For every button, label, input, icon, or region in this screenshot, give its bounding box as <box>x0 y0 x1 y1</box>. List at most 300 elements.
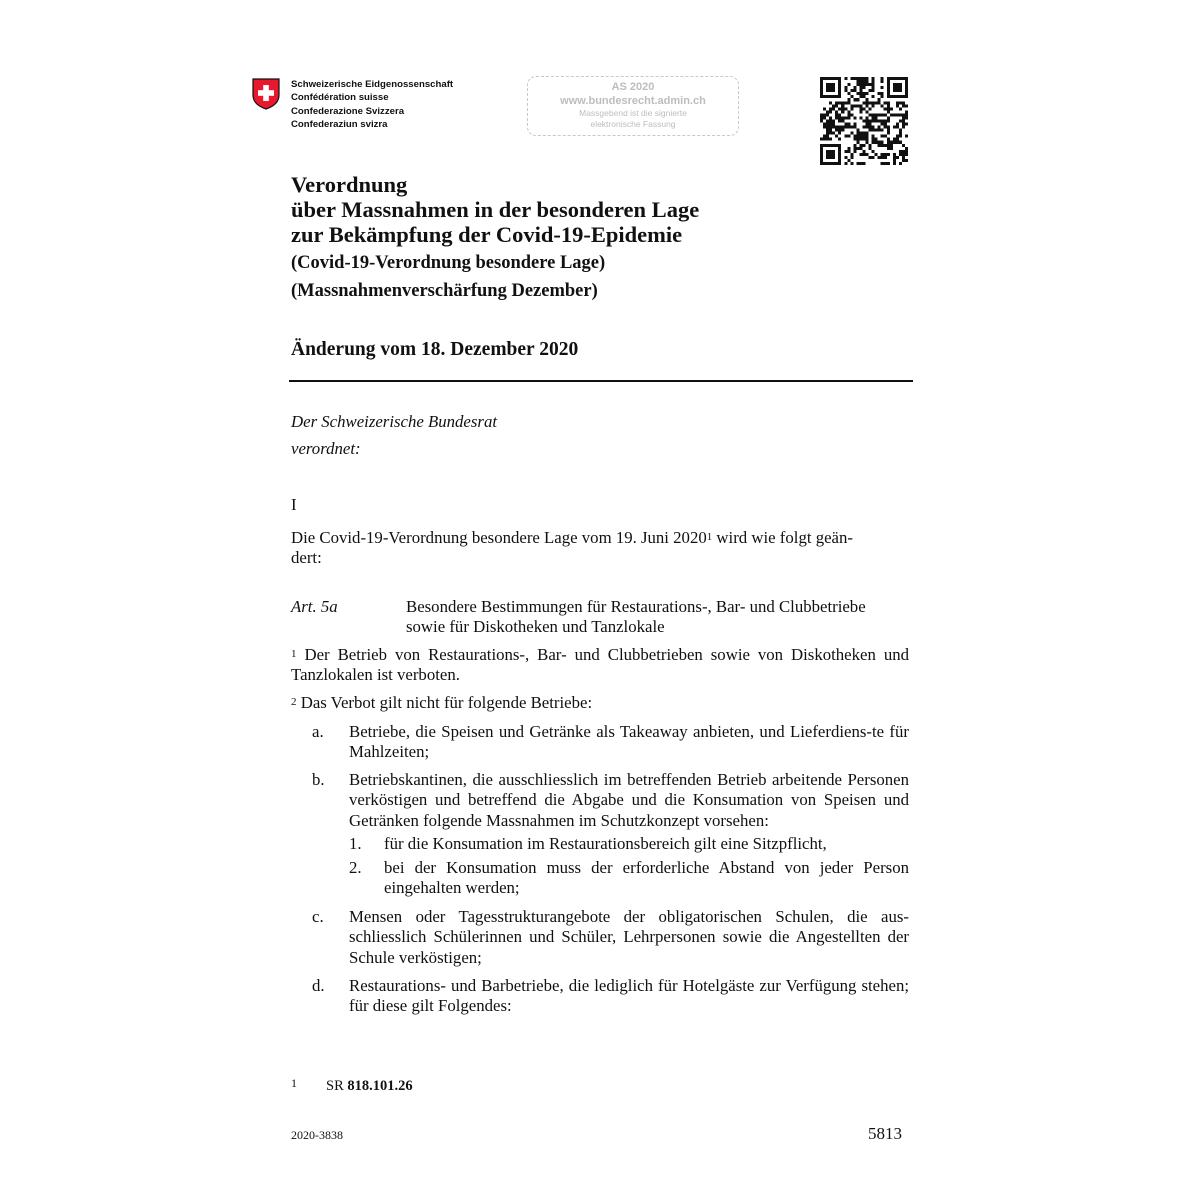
article-title-line2: sowie für Diskotheken und Tanzlokale <box>406 617 665 637</box>
qr-module <box>899 83 902 86</box>
qr-module <box>859 138 862 141</box>
qr-module <box>847 113 850 116</box>
qr-module <box>853 77 856 80</box>
qr-module <box>832 162 835 165</box>
qr-module <box>820 89 823 92</box>
qr-module <box>826 89 829 92</box>
qr-module <box>847 98 850 101</box>
qr-module <box>878 144 881 147</box>
qr-module <box>887 83 890 86</box>
qr-module <box>884 153 887 156</box>
qr-module <box>859 135 862 138</box>
qr-module <box>838 113 841 116</box>
qr-module <box>869 123 872 126</box>
qr-module <box>859 107 862 110</box>
qr-module <box>856 80 859 83</box>
qr-module <box>866 98 869 101</box>
qr-module <box>823 107 826 110</box>
qr-module <box>896 89 899 92</box>
qr-module <box>841 129 844 132</box>
qr-module <box>872 104 875 107</box>
qr-module <box>872 129 875 132</box>
qr-module <box>869 101 872 104</box>
qr-module <box>856 132 859 135</box>
qr-module <box>866 132 869 135</box>
qr-module <box>841 126 844 129</box>
qr-module <box>847 123 850 126</box>
qr-module <box>872 89 875 92</box>
qr-module <box>881 156 884 159</box>
qr-module <box>902 144 905 147</box>
qr-module <box>899 77 902 80</box>
qr-module <box>887 162 890 165</box>
qr-module <box>826 119 829 122</box>
qr-module <box>847 150 850 153</box>
qr-module <box>862 77 865 80</box>
qr-module <box>887 92 890 95</box>
qr-module <box>878 101 881 104</box>
qr-module <box>856 138 859 141</box>
qr-module <box>905 123 908 126</box>
qr-module <box>838 77 841 80</box>
official-publication-stamp <box>527 76 739 136</box>
qr-module <box>829 95 832 98</box>
qr-module <box>862 86 865 89</box>
footnote-prefix: SR <box>326 1078 348 1094</box>
qr-module <box>844 89 847 92</box>
confederation-name-it: Confederazione Svizzera <box>291 105 405 117</box>
qr-module <box>896 77 899 80</box>
qr-module <box>875 153 878 156</box>
qr-module <box>884 144 887 147</box>
qr-module <box>820 113 823 116</box>
qr-module <box>905 86 908 89</box>
qr-module <box>862 153 865 156</box>
qr-module <box>902 116 905 119</box>
qr-module <box>823 77 826 80</box>
qr-module <box>838 147 841 150</box>
title-line-1: Verordnung <box>291 172 408 197</box>
qr-module <box>896 123 899 126</box>
qr-module <box>826 132 829 135</box>
qr-module <box>881 141 884 144</box>
qr-module <box>866 110 869 113</box>
qr-module <box>859 153 862 156</box>
qr-module <box>884 113 887 116</box>
qr-module <box>887 141 890 144</box>
qr-module <box>826 110 829 113</box>
qr-module <box>896 83 899 86</box>
qr-module <box>829 162 832 165</box>
qr-module <box>881 135 884 138</box>
qr-module <box>823 138 826 141</box>
paragraph-1 <box>291 645 909 686</box>
qr-module <box>847 159 850 162</box>
qr-module <box>862 126 865 129</box>
article-label: Art. 5a <box>291 597 338 616</box>
qr-module <box>835 95 838 98</box>
qr-module <box>829 138 832 141</box>
qr-module <box>881 80 884 83</box>
qr-module <box>887 77 890 80</box>
qr-module <box>829 156 832 159</box>
qr-module <box>832 123 835 126</box>
qr-module <box>832 104 835 107</box>
qr-module <box>887 119 890 122</box>
qr-module <box>826 126 829 129</box>
qr-module <box>866 135 869 138</box>
section-number: I <box>291 495 297 514</box>
qr-module <box>820 116 823 119</box>
list-item-letter: d. <box>312 976 325 995</box>
qr-module <box>902 159 905 162</box>
qr-module <box>862 119 865 122</box>
qr-module <box>838 159 841 162</box>
qr-module <box>872 126 875 129</box>
qr-module <box>899 113 902 116</box>
intro-text-end: wird wie folgt geän- <box>712 528 853 547</box>
qr-module <box>862 138 865 141</box>
qr-module <box>856 77 859 80</box>
qr-module <box>823 126 826 129</box>
qr-module <box>832 86 835 89</box>
qr-module <box>866 101 869 104</box>
qr-module <box>893 162 896 165</box>
sub-list-item-number: 2. <box>349 858 362 877</box>
qr-module <box>820 80 823 83</box>
qr-module <box>893 77 896 80</box>
qr-module <box>838 138 841 141</box>
qr-module <box>902 119 905 122</box>
qr-module <box>862 162 865 165</box>
qr-module <box>881 153 884 156</box>
qr-module <box>866 123 869 126</box>
qr-module <box>893 156 896 159</box>
qr-module <box>832 77 835 80</box>
qr-module <box>823 144 826 147</box>
qr-module <box>856 147 859 150</box>
qr-module <box>881 104 884 107</box>
qr-module <box>838 92 841 95</box>
qr-module <box>881 113 884 116</box>
qr-module <box>847 83 850 86</box>
qr-module <box>835 104 838 107</box>
qr-module <box>823 162 826 165</box>
qr-module <box>884 107 887 110</box>
qr-module <box>878 119 881 122</box>
qr-module <box>884 126 887 129</box>
qr-module <box>823 135 826 138</box>
qr-module <box>866 83 869 86</box>
qr-module <box>832 150 835 153</box>
qr-module <box>829 150 832 153</box>
footnote-sr-reference[interactable]: 818.101.26 <box>347 1078 413 1094</box>
qr-module <box>902 104 905 107</box>
qr-module <box>866 126 869 129</box>
qr-module <box>850 107 853 110</box>
qr-module <box>872 86 875 89</box>
qr-module <box>862 95 865 98</box>
qr-module <box>823 95 826 98</box>
qr-module <box>862 132 865 135</box>
qr-module <box>853 147 856 150</box>
qr-module <box>896 138 899 141</box>
qr-module <box>829 119 832 122</box>
qr-module <box>853 135 856 138</box>
qr-module <box>893 153 896 156</box>
qr-module <box>869 107 872 110</box>
qr-module <box>869 129 872 132</box>
qr-module <box>866 138 869 141</box>
qr-module <box>841 110 844 113</box>
qr-module <box>853 98 856 101</box>
qr-module <box>905 116 908 119</box>
qr-module <box>881 123 884 126</box>
qr-module <box>829 110 832 113</box>
qr-module <box>829 77 832 80</box>
document-number: 2020-3838 <box>291 1128 343 1142</box>
qr-module <box>826 95 829 98</box>
qr-module <box>890 141 893 144</box>
qr-module <box>835 135 838 138</box>
qr-module <box>872 141 875 144</box>
qr-module <box>862 144 865 147</box>
footnote-text <box>326 1078 413 1095</box>
qr-module <box>866 141 869 144</box>
qr-module <box>856 162 859 165</box>
qr-module <box>896 113 899 116</box>
qr-module <box>832 132 835 135</box>
qr-module <box>859 144 862 147</box>
list-item-letter: c. <box>312 907 324 926</box>
qr-module <box>832 119 835 122</box>
title-subtitle: (Massnahmenverschärfung Dezember) <box>291 281 598 301</box>
qr-module <box>887 144 890 147</box>
qr-module <box>853 144 856 147</box>
list-item-text: Betriebe, die Speisen und Getränke als Takeaway anbieten, und Lieferdiens-te für Mahlzeiten; <box>349 722 909 762</box>
qr-module <box>899 135 902 138</box>
title-line-2: über Massnahmen in der besonderen Lage <box>291 197 700 222</box>
qr-module <box>835 101 838 104</box>
qr-module <box>866 153 869 156</box>
qr-module <box>875 129 878 132</box>
qr-module <box>899 107 902 110</box>
qr-module <box>829 132 832 135</box>
qr-module <box>893 95 896 98</box>
qr-module <box>884 123 887 126</box>
qr-module <box>844 116 847 119</box>
sub-list-item-number: 1. <box>349 834 362 853</box>
qr-module <box>884 156 887 159</box>
qr-module <box>862 80 865 83</box>
qr-module <box>838 132 841 135</box>
qr-module <box>866 119 869 122</box>
qr-module <box>853 116 856 119</box>
qr-module <box>859 92 862 95</box>
qr-module <box>850 113 853 116</box>
qr-module <box>899 141 902 144</box>
qr-module <box>847 126 850 129</box>
qr-module <box>905 150 908 153</box>
qr-module <box>838 116 841 119</box>
qr-module <box>838 107 841 110</box>
qr-module <box>887 101 890 104</box>
qr-module <box>872 83 875 86</box>
qr-module <box>826 153 829 156</box>
preamble-authority: Der Schweizerische Bundesrat <box>291 412 497 431</box>
qr-module <box>878 126 881 129</box>
qr-module <box>890 147 893 150</box>
qr-module <box>835 126 838 129</box>
qr-module <box>832 153 835 156</box>
qr-module <box>905 77 908 80</box>
qr-module <box>838 129 841 132</box>
qr-module <box>893 141 896 144</box>
qr-module <box>850 156 853 159</box>
qr-module <box>884 101 887 104</box>
qr-module <box>820 77 823 80</box>
qr-module <box>893 126 896 129</box>
qr-module <box>820 159 823 162</box>
qr-module <box>856 98 859 101</box>
qr-module <box>829 107 832 110</box>
qr-module <box>869 144 872 147</box>
qr-module <box>829 126 832 129</box>
confederation-name-fr: Confédération suisse <box>291 92 389 104</box>
qr-module <box>859 132 862 135</box>
qr-module <box>832 126 835 129</box>
qr-module <box>878 156 881 159</box>
qr-module <box>887 129 890 132</box>
qr-module <box>835 129 838 132</box>
footnote-marker[interactable]: 1 <box>706 531 713 543</box>
sub-list-item-text: bei der Konsumation muss der erforderliche Abstand von jeder Person eingehalten werden; <box>384 858 909 898</box>
qr-module <box>841 119 844 122</box>
qr-module <box>850 89 853 92</box>
qr-module <box>896 104 899 107</box>
qr-module <box>862 150 865 153</box>
qr-module <box>859 95 862 98</box>
qr-module <box>905 135 908 138</box>
qr-module <box>829 116 832 119</box>
qr-module <box>878 98 881 101</box>
qr-module <box>859 89 862 92</box>
list-item-text: Restaurations- und Barbetriebe, die lediglich für Hotelgäste zur Verfügung stehen; für diese gilt Folgendes: <box>349 976 909 1016</box>
qr-module <box>869 119 872 122</box>
qr-module <box>881 86 884 89</box>
qr-module <box>826 83 829 86</box>
qr-module <box>829 83 832 86</box>
qr-module <box>884 162 887 165</box>
qr-module <box>896 95 899 98</box>
qr-module <box>875 119 878 122</box>
sub-list-item-text: für die Konsumation im Restaurationsbereich gilt eine Sitzpflicht, <box>384 834 827 853</box>
paragraph-text: Der Betrieb von Restaurations-, Bar- und Clubbetrieben sowie von Diskotheken und Tanzlokalen ist verboten. <box>291 645 909 685</box>
qr-module <box>866 77 869 80</box>
intro-text-line2: dert: <box>291 548 322 568</box>
qr-module <box>844 77 847 80</box>
qr-module <box>856 141 859 144</box>
qr-module <box>905 104 908 107</box>
qr-module <box>856 92 859 95</box>
qr-module <box>875 101 878 104</box>
qr-module <box>841 104 844 107</box>
qr-module <box>841 107 844 110</box>
article-title-line1: Besondere Bestimmungen für Restaurations-, Bar- und Clubbetriebe <box>406 597 866 616</box>
qr-module <box>887 153 890 156</box>
qr-module <box>835 162 838 165</box>
qr-module <box>838 150 841 153</box>
qr-module <box>866 104 869 107</box>
qr-module <box>829 153 832 156</box>
qr-module <box>847 147 850 150</box>
qr-module <box>820 156 823 159</box>
page-number: 5813 <box>868 1124 902 1143</box>
qr-module <box>887 95 890 98</box>
qr-module <box>893 83 896 86</box>
list-item-text: Betriebskantinen, die ausschliesslich im betreffenden Betrieb arbeitende Personen verköstigen und betreffend die Abgabe und die Konsumation von Speisen und Getränken folgende Massnahmen im Schutzkonzept vorsehen: <box>349 770 909 830</box>
qr-module <box>829 123 832 126</box>
qr-module <box>835 77 838 80</box>
qr-module <box>832 89 835 92</box>
qr-module <box>838 89 841 92</box>
title-divider <box>289 380 913 382</box>
stamp-note-line1: Massgebend ist die signierte <box>579 108 687 118</box>
qr-module <box>872 80 875 83</box>
qr-module <box>869 156 872 159</box>
stamp-as-number: AS 2020 <box>611 81 655 93</box>
qr-module <box>859 162 862 165</box>
qr-module <box>872 135 875 138</box>
qr-module <box>850 104 853 107</box>
qr-module <box>832 156 835 159</box>
qr-module <box>872 150 875 153</box>
qr-module <box>902 123 905 126</box>
qr-module <box>890 107 893 110</box>
qr-module <box>829 86 832 89</box>
document-title <box>291 172 699 247</box>
qr-module <box>862 92 865 95</box>
qr-code-icon <box>820 77 908 165</box>
qr-module <box>829 129 832 132</box>
qr-module <box>826 156 829 159</box>
title-short-name: (Covid-19-Verordnung besondere Lage) <box>291 253 606 273</box>
qr-module <box>869 89 872 92</box>
qr-module <box>838 119 841 122</box>
qr-module <box>893 138 896 141</box>
qr-module <box>887 80 890 83</box>
qr-module <box>838 153 841 156</box>
qr-module <box>899 119 902 122</box>
qr-module <box>820 162 823 165</box>
qr-module <box>887 126 890 129</box>
qr-module <box>902 150 905 153</box>
qr-module <box>875 116 878 119</box>
qr-module <box>875 141 878 144</box>
qr-module <box>838 101 841 104</box>
qr-module <box>859 80 862 83</box>
qr-module <box>859 77 862 80</box>
qr-module <box>905 80 908 83</box>
qr-module <box>847 110 850 113</box>
qr-module <box>902 95 905 98</box>
preamble-verb: verordnet: <box>291 439 361 458</box>
qr-module <box>820 83 823 86</box>
qr-module <box>905 159 908 162</box>
paragraph-text: Das Verbot gilt nicht für folgende Betriebe: <box>296 693 593 712</box>
qr-module <box>881 129 884 132</box>
qr-module <box>905 89 908 92</box>
